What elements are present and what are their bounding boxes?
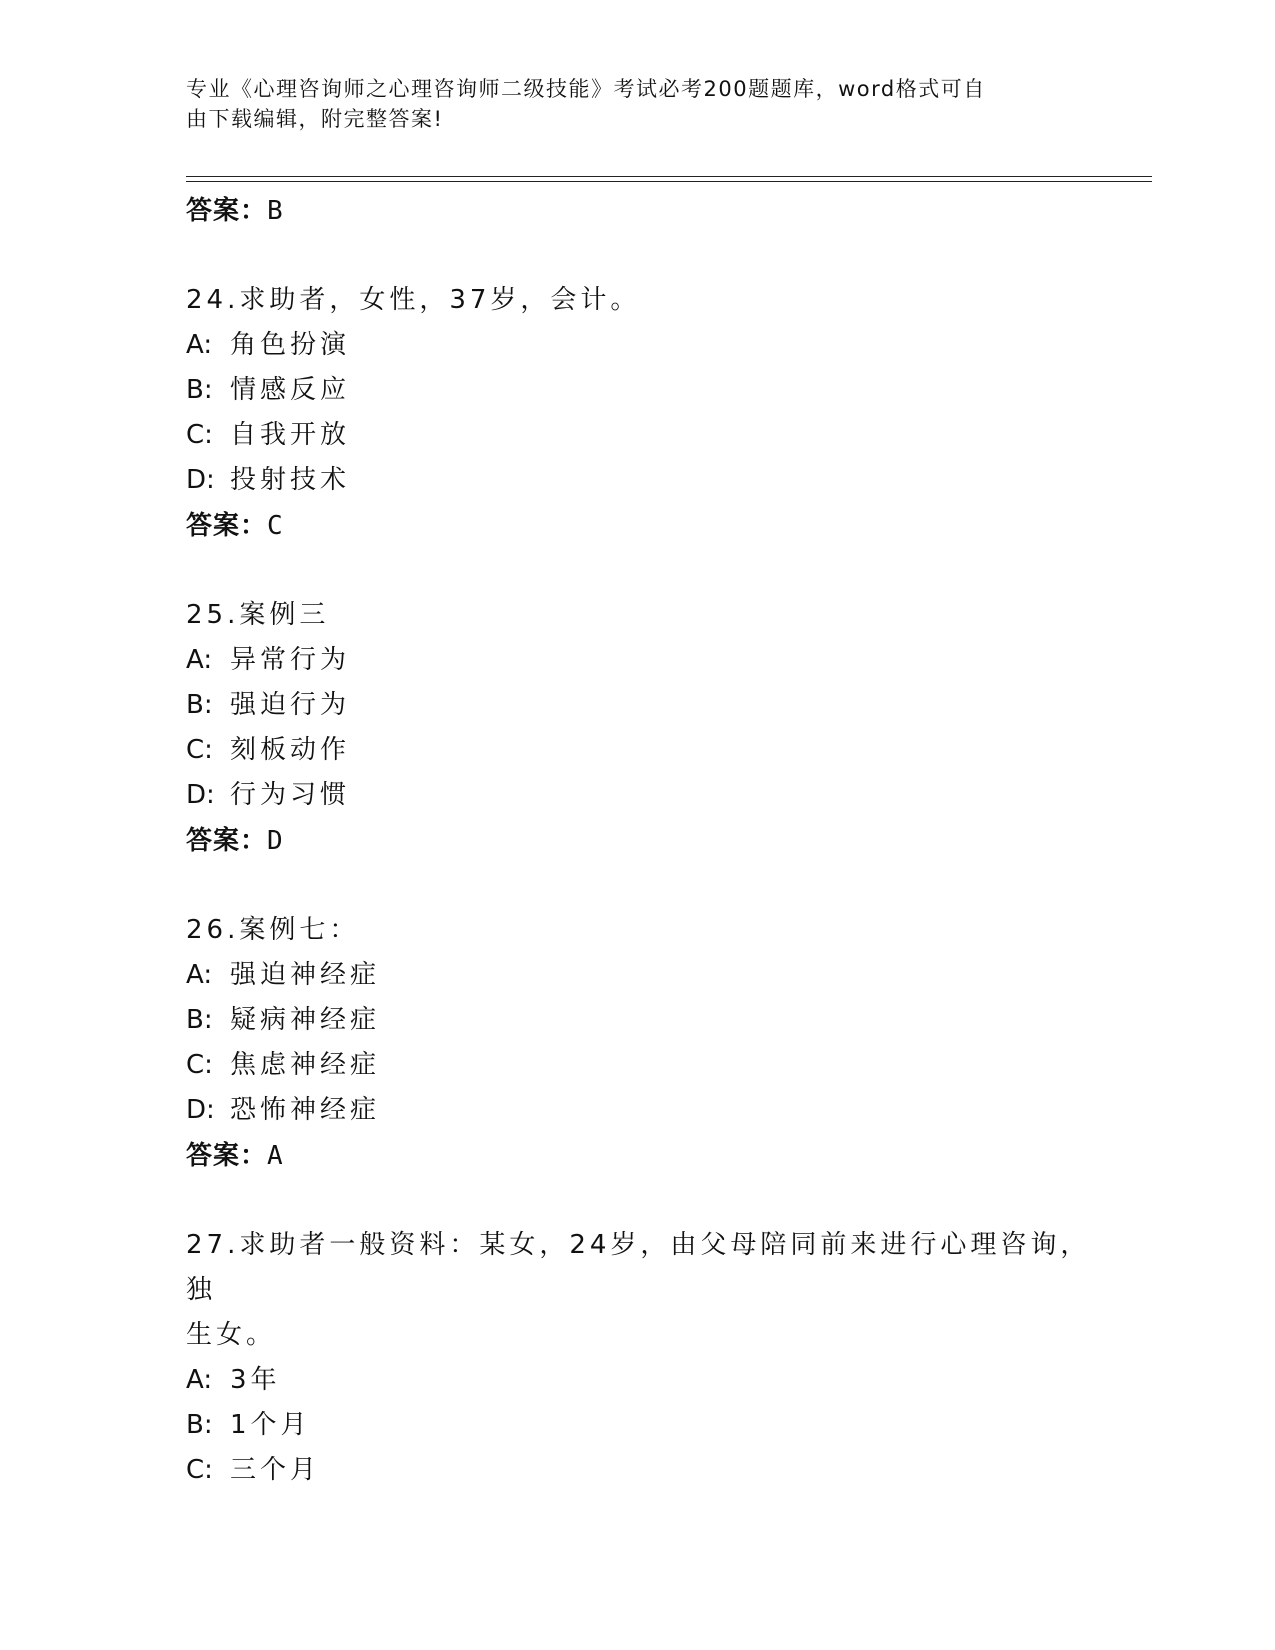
option-text: 强迫行为 (230, 690, 351, 720)
option-a (186, 638, 1116, 683)
answer-line (186, 1133, 1116, 1179)
option-text: 强迫神经症 (230, 960, 381, 990)
answer-line (186, 818, 1116, 864)
option-a (186, 323, 1116, 368)
option-key: C: (186, 735, 213, 765)
option-b (186, 1403, 1116, 1448)
question-27 (186, 1223, 1116, 1493)
question-26 (186, 908, 1116, 1179)
header-line-1: 专业《心理咨询师之心理咨询师二级技能》考试必考200题题库，word格式可自 (186, 77, 986, 101)
option-key: A: (186, 330, 213, 360)
option-key: C: (186, 420, 213, 450)
option-text: 三个月 (230, 1455, 321, 1485)
answer-label: 答案： (186, 1141, 268, 1171)
option-key: A: (186, 1365, 213, 1395)
question-stem-line-1: 27.求助者一般资料：某女，24岁，由父母陪同前来进行心理咨询，独 (186, 1230, 1091, 1305)
option-b (186, 683, 1116, 728)
option-d (186, 458, 1116, 503)
option-text: 角色扮演 (230, 330, 351, 360)
option-a (186, 1358, 1116, 1403)
option-key: C: (186, 1455, 213, 1485)
question-stem: 24.求助者，女性，37岁，会计。 (186, 285, 641, 315)
answer-value: D (267, 826, 284, 856)
question-stem (186, 1223, 1116, 1358)
header-divider-bottom (186, 181, 1152, 182)
question-25 (186, 593, 1116, 864)
option-key: A: (186, 645, 213, 675)
option-text: 投射技术 (230, 465, 351, 495)
document-body (186, 188, 1116, 1493)
option-key: B: (186, 1005, 213, 1035)
option-text: 刻板动作 (230, 735, 351, 765)
option-d (186, 773, 1116, 818)
answer-value: A (267, 1141, 284, 1171)
option-a (186, 953, 1116, 998)
answer-line (186, 503, 1116, 549)
answer-label: 答案： (186, 826, 268, 856)
answer-value: B (267, 196, 284, 226)
question-stem: 26.案例七： (186, 915, 360, 945)
option-key: D: (186, 465, 215, 495)
option-text: 1个月 (230, 1410, 311, 1440)
header-divider-top (186, 176, 1152, 177)
option-b (186, 998, 1116, 1043)
option-key: B: (186, 375, 213, 405)
question-24 (186, 278, 1116, 549)
option-text: 焦虑神经症 (230, 1050, 381, 1080)
option-text: 恐怖神经症 (230, 1095, 381, 1125)
option-key: C: (186, 1050, 213, 1080)
option-c (186, 413, 1116, 458)
option-text: 自我开放 (230, 420, 351, 450)
option-key: B: (186, 1410, 213, 1440)
option-text: 异常行为 (230, 645, 351, 675)
answer-line (186, 188, 1116, 234)
option-d (186, 1088, 1116, 1133)
answer-value: C (267, 511, 284, 541)
option-c (186, 728, 1116, 773)
option-text: 情感反应 (230, 375, 351, 405)
option-key: B: (186, 690, 213, 720)
question-stem: 25.案例三 (186, 600, 330, 630)
option-text: 行为习惯 (230, 780, 351, 810)
option-key: A: (186, 960, 213, 990)
option-c (186, 1043, 1116, 1088)
option-b (186, 368, 1116, 413)
answer-label: 答案： (186, 196, 268, 226)
option-key: D: (186, 1095, 215, 1125)
option-text: 3年 (230, 1365, 281, 1395)
header-line-2: 由下载编辑，附完整答案! (186, 107, 444, 131)
question-stem-line-2: 生女。 (186, 1320, 277, 1350)
option-key: D: (186, 780, 215, 810)
answer-label: 答案： (186, 511, 268, 541)
option-text: 疑病神经症 (230, 1005, 381, 1035)
option-c (186, 1448, 1116, 1493)
document-header (186, 74, 1066, 134)
